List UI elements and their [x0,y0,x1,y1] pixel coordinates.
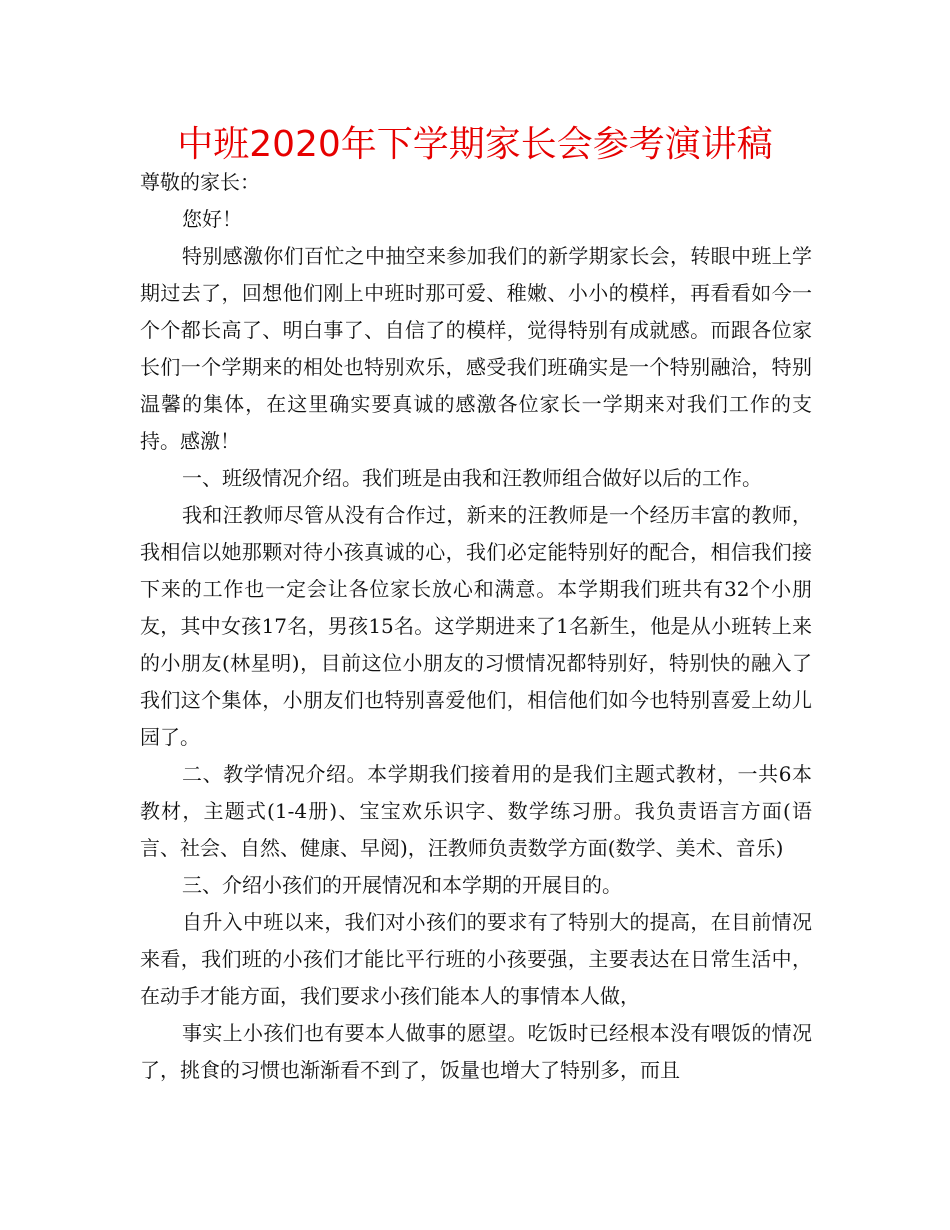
paragraph-thanks: 特别感激你们百忙之中抽空来参加我们的新学期家长会，转眼中班上学期过去了，回想他们刚上中班时那可爱、稚嫩、小小的模样，再看看如今一个个都长高了、明白事了、自信了的模样，觉得特别有成就感。而跟各位家长们一个学期来的相处也特别欢乐，感受我们班确实是一个特别融洽，特别温馨的集体，在这里确实要真诚的感激各位家长一学期来对我们工作的支持。感激！ [140,244,812,453]
paragraph-greeting: 您好！ [182,207,242,231]
paragraph-class-intro: 一、班级情况介绍。我们班是由我和汪教师组合做好以后的工作。 [182,466,762,490]
paragraph-teaching-intro: 二、教学情况介绍。本学期我们接着用的是我们主题式教材，一共6本教材，主题式(1-4册)、宝宝欢乐识字、数学练习册。我负责语言方面(语言、社会、自然、健康、早阅)，汪教师负责数学方面(数学、美术、音乐) [140,762,812,860]
paragraph-teacher-intro: 我和汪教师尽管从没有合作过，新来的汪教师是一个经历丰富的教师，我相信以她那颗对待小孩真诚的心，我们必定能特别好的配合，相信我们接下来的工作也一定会让各位家长放心和满意。本学期我们班共有32个小朋友，其中女孩17名，男孩15名。这学期进来了1名新生，他是从小班转上来的小朋友(林星明)，目前这位小朋友的习惯情况都特别好，特别快的融入了我们这个集体，小朋友们也特别喜爱他们，相信他们如今也特别喜爱上幼儿园了。 [140,503,812,749]
paragraph-development-heading: 三、介绍小孩们的开展情况和本学期的开展目的。 [182,873,622,897]
paragraph-development-detail: 自升入中班以来，我们对小孩们的要求有了特别大的提高，在目前情况来看，我们班的小孩们才能比平行班的小孩要强，主要表达在日常生活中，在动手才能方面，我们要求小孩们能本人的事情本人做， [140,910,812,1008]
paragraph-self-care: 事实上小孩们也有要本人做事的愿望。吃饭时已经根本没有喂饭的情况了，挑食的习惯也渐渐看不到了，饭量也增大了特别多，而且 [140,1021,812,1082]
document-title: 中班2020年下学期家长会参考演讲稿 [177,124,773,165]
document-body [140,164,812,1089]
salutation: 尊敬的家长： [140,170,260,194]
